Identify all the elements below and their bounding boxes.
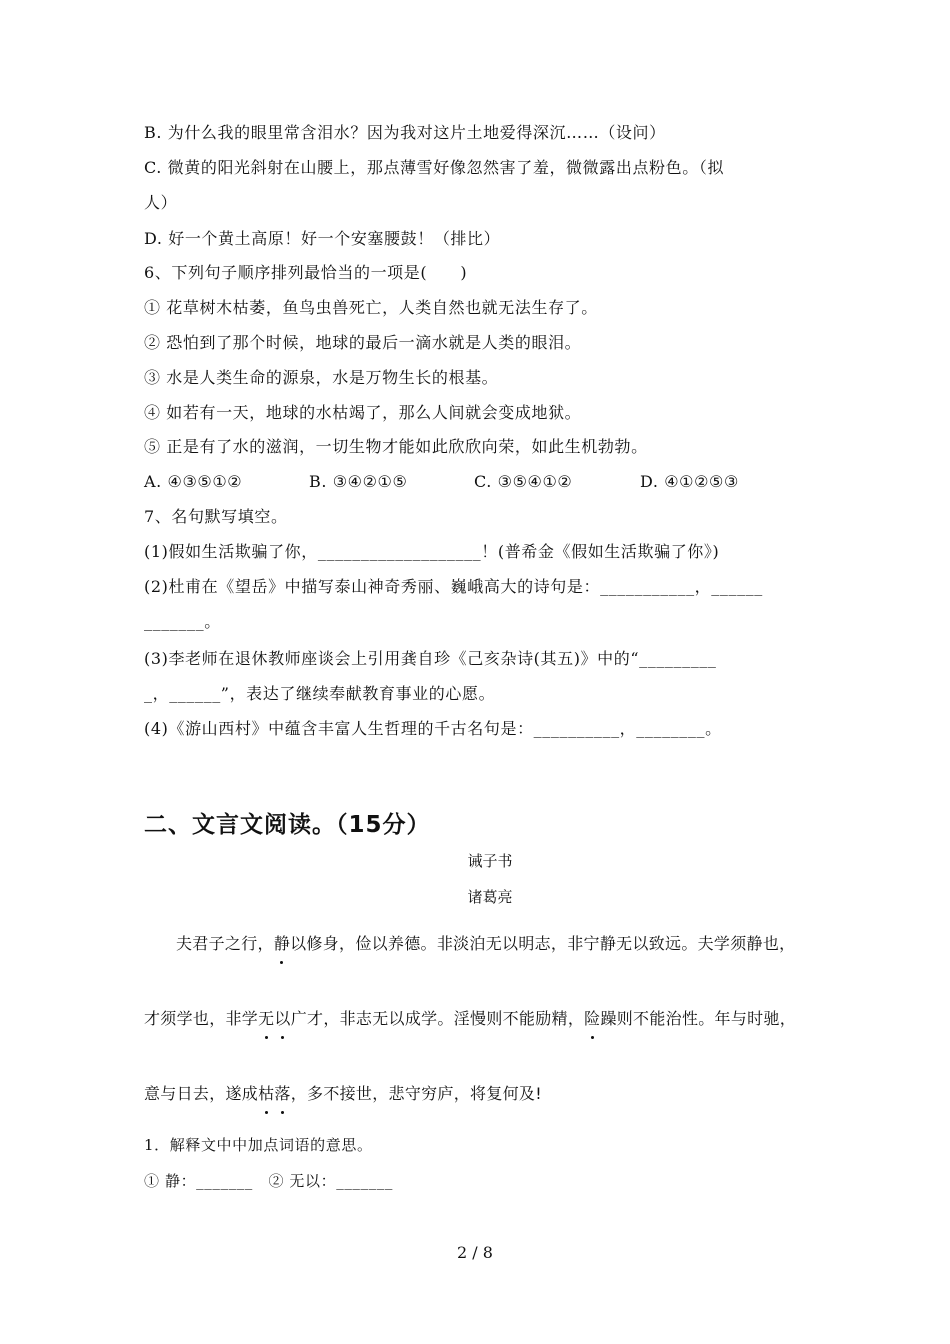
passage-text: 意与日去，遂成 <box>144 1084 259 1103</box>
fill-blank-1: (1)假如生活欺骗了你，___________________！(普希金《假如生活欺骗了你》) <box>144 542 720 561</box>
sub-question-1-blanks: ① 静：_______ ② 无以：_______ <box>144 1172 393 1190</box>
passage-author: 诸葛亮 <box>467 888 513 906</box>
option-c-line-cont: 人） <box>144 193 178 212</box>
dotted-word-luo: 落 <box>274 1084 291 1103</box>
sentence-5: ⑤ 正是有了水的滋润，一切生物才能如此欣欣向荣，如此生机勃勃。 <box>144 437 648 456</box>
option-b-line: B. 为什么我的眼里常含泪水？因为我对这片土地爱得深沉……（设问） <box>144 123 666 142</box>
passage-text: 广才，非志无以成学。淫慢则不能励精， <box>290 1009 585 1028</box>
passage-paragraph-1 <box>176 933 856 955</box>
sentence-2: ② 恐怕到了那个时候，地球的最后一滴水就是人类的眼泪。 <box>144 333 582 352</box>
dotted-word-ku: 枯 <box>258 1084 275 1103</box>
dotted-word-yi: 以 <box>274 1009 291 1028</box>
dotted-word-jing: 静 <box>273 934 291 953</box>
fill-blank-2-cont: _______。 <box>144 612 221 631</box>
option-d-line: D. 好一个黄土高原！好一个安塞腰鼓！（排比） <box>144 229 501 248</box>
choice-c: C. ③⑤④①② <box>474 472 573 491</box>
passage-paragraph-2 <box>144 1008 824 1030</box>
passage-text: 躁则不能治性。年与时驰， <box>600 1009 797 1028</box>
fill-blank-3: (3)李老师在退休教师座谈会上引用龚自珍《己亥杂诗(其五)》中的“_________ <box>144 649 717 668</box>
passage-text: 以修身，俭以养德。非淡泊无以明志，非宁静无以致远。夫学须静也， <box>290 934 796 953</box>
passage-text: ，多不接世，悲守穷庐，将复何及! <box>290 1084 542 1103</box>
option-c-line: C. 微黄的阳光斜射在山腰上，那点薄雪好像忽然害了羞，微微露出点粉色。（拟 <box>144 158 725 177</box>
sub-question-1: 1．解释文中中加点词语的意思。 <box>144 1136 373 1154</box>
choice-d: D. ④①②⑤③ <box>640 472 739 491</box>
section-heading: 二、文言文阅读。（15分） <box>144 812 431 838</box>
dotted-word-xian: 险 <box>584 1009 601 1028</box>
sentence-3: ③ 水是人类生命的源泉，水是万物生长的根基。 <box>144 368 499 387</box>
passage-text: 夫君子之行， <box>176 934 274 953</box>
choice-b: B. ③④②①⑤ <box>309 472 408 491</box>
page-number: 2 / 8 <box>457 1243 493 1262</box>
question-6: 6、下列句子顺序排列最恰当的一项是( ) <box>144 263 468 282</box>
dotted-word-wu: 无 <box>258 1009 275 1028</box>
fill-blank-4: (4)《游山西村》中蕴含丰富人生哲理的千古名句是：__________，________。 <box>144 719 722 738</box>
choice-a: A. ④③⑤①② <box>144 472 243 491</box>
question-7: 7、名句默写填空。 <box>144 507 288 526</box>
passage-title: 诫子书 <box>467 852 513 870</box>
fill-blank-2: (2)杜甫在《望岳》中描写泰山神奇秀丽、巍峨高大的诗句是：___________，______ <box>144 577 763 596</box>
fill-blank-3-cont: _，______”，表达了继续奉献教育事业的心愿。 <box>144 684 496 703</box>
sentence-1: ① 花草树木枯萎，鱼鸟虫兽死亡，人类自然也就无法生存了。 <box>144 298 598 317</box>
passage-paragraph-3 <box>144 1083 824 1105</box>
passage-text: 才须学也，非学 <box>144 1009 259 1028</box>
sentence-4: ④ 如若有一天，地球的水枯竭了，那么人间就会变成地狱。 <box>144 403 582 422</box>
